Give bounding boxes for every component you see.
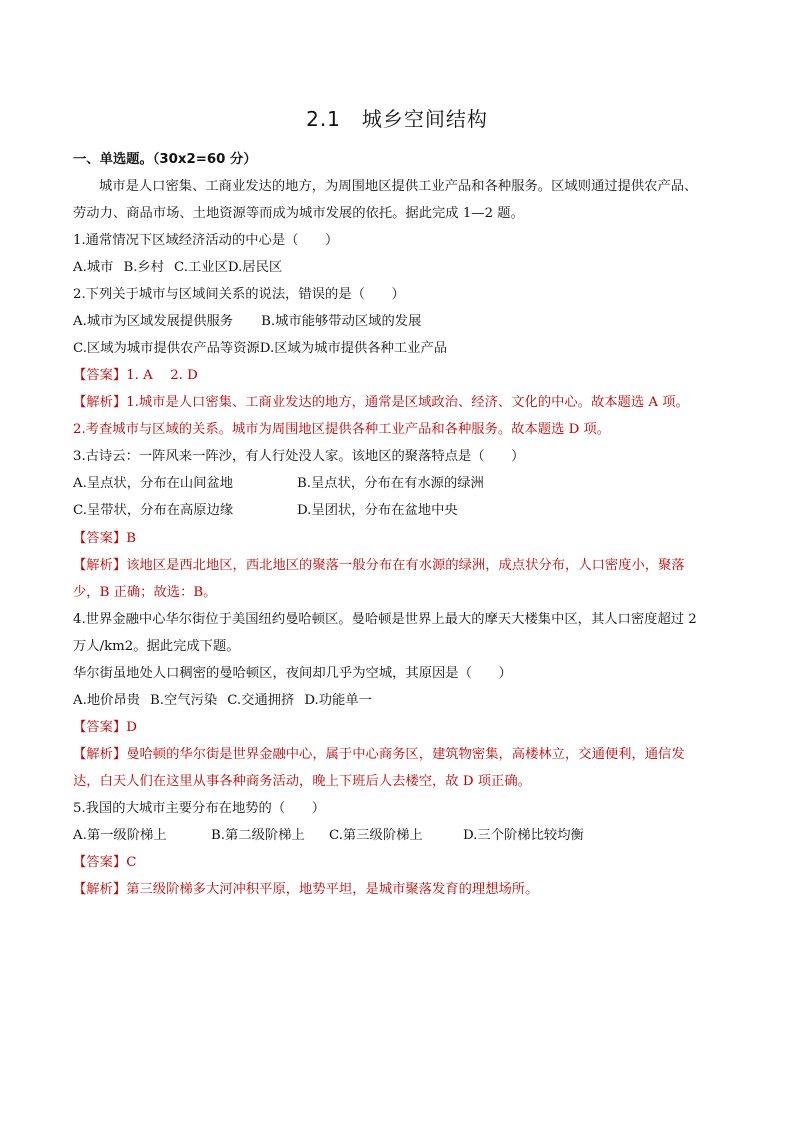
section-heading: 一、单选题。（30x2=60 分） xyxy=(73,152,257,167)
q5-option-d: D.三个阶梯比较均衡 xyxy=(463,828,584,843)
q2-option-a: A.城市为区域发展提供服务 xyxy=(73,314,234,329)
q5-option-c: C.第三级阶梯上 xyxy=(329,828,423,843)
q2-options-cd xyxy=(73,340,447,358)
analysis-tag: 【解析】 xyxy=(73,395,127,410)
q3-analysis-line-2: 少，B 正确；故选：B。 xyxy=(73,585,217,600)
q4-analysis-line-2: 达，白天人们在这里从事各种商务活动，晚上下班后人去楼空，故 D 项正确。 xyxy=(73,774,531,789)
q3-option-b: B.呈点状，分布在有水源的绿洲 xyxy=(297,476,484,491)
q4-option-b: B.空气污染 xyxy=(150,693,218,708)
q1-option-d: D.居民区 xyxy=(227,260,283,275)
answer-tag: 【答案】 xyxy=(73,368,127,383)
analysis-text: 曼哈顿的华尔街是世界金融中心，属于中心商务区，建筑物密集，高楼林立，交通便利，通信发 xyxy=(126,747,685,762)
q2-option-c: C.区域为城市提供农产品等资源 xyxy=(73,341,260,356)
analysis-text: 1.城市是人口密集、工商业发达的地方，通常是区域政治、经济、文化的中心。故本题选 A 项。 xyxy=(126,395,689,410)
answer-text: D xyxy=(126,720,137,735)
answer-tag: 【答案】 xyxy=(73,855,127,870)
q5-analysis-line-1 xyxy=(73,881,538,899)
q2-stem: 2.下列关于城市与区域间关系的说法，错误的是（ ） xyxy=(73,287,405,302)
answer-tag: 【答案】 xyxy=(73,720,127,735)
q12-answer xyxy=(73,367,198,385)
analysis-text: 第三级阶梯多大河冲积平原，地势平坦，是城市聚落发育的理想场所。 xyxy=(126,882,539,897)
analysis-text: 该地区是西北地区，西北地区的聚落一般分布在有水源的绿洲，成点状分布，人口密度小，聚落 xyxy=(126,558,685,573)
q4-intro-line-1: 4.世界金融中心华尔街位于美国纽约曼哈顿区。曼哈顿是世界上最大的摩天大楼集中区，其人口密度超过 2 xyxy=(73,612,697,627)
q5-options xyxy=(73,827,584,845)
q3-answer xyxy=(73,530,136,548)
q3-option-a: A.呈点状，分布在山间盆地 xyxy=(73,476,234,491)
q2-options-ab xyxy=(73,313,421,331)
q4-option-a: A.地价昂贵 xyxy=(73,693,141,708)
intro-line-2: 劳动力、商品市场、土地资源等而成为城市发展的依托。据此完成 1—2 题。 xyxy=(73,206,524,221)
q1-stem: 1.通常情况下区域经济活动的中心是（ ） xyxy=(73,233,339,248)
q3-options-ab xyxy=(73,475,484,493)
q4-intro-line-2: 万人/km2。据此完成下题。 xyxy=(73,639,240,654)
q4-options xyxy=(73,692,372,710)
intro-line-1: 城市是人口密集、工商业发达的地方，为周围地区提供工业产品和各种服务。区域则通过提供农产品、 xyxy=(99,179,698,194)
q5-stem: 5.我国的大城市主要分布在地势的（ ） xyxy=(73,801,326,816)
q4-option-c: C.交通拥挤 xyxy=(227,693,295,708)
q4-option-d: D.功能单一 xyxy=(304,693,372,708)
q4-answer xyxy=(73,719,137,737)
answer-text: 1. A 2. D xyxy=(126,368,198,383)
answer-text: B xyxy=(126,531,136,546)
q5-option-b: B.第二级阶梯上 xyxy=(211,828,305,843)
q12-analysis-line-1 xyxy=(73,394,689,412)
q5-answer xyxy=(73,854,136,872)
q3-analysis-line-1 xyxy=(73,557,685,575)
q3-option-d: D.呈团状，分布在盆地中央 xyxy=(297,503,458,518)
q4-analysis-line-1 xyxy=(73,746,685,764)
analysis-tag: 【解析】 xyxy=(73,747,127,762)
q4-stem: 华尔街虽地处人口稠密的曼哈顿区，夜间却几乎为空城，其原因是（ ） xyxy=(73,666,512,681)
q1-option-b: B.乡村 xyxy=(123,260,165,275)
answer-tag: 【答案】 xyxy=(73,531,127,546)
q5-option-a: A.第一级阶梯上 xyxy=(73,828,167,843)
q12-analysis-line-2: 2.考查城市与区域的关系。城市为周围地区提供各种工业产品和各种服务。故本题选 D 项。 xyxy=(73,422,611,437)
q1-options xyxy=(73,259,282,277)
answer-text: C xyxy=(126,855,137,870)
q2-option-b: B.城市能够带动区域的发展 xyxy=(261,314,422,329)
q3-stem: 3.古诗云：一阵风来一阵沙，有人行处没人家。该地区的聚落特点是（ ） xyxy=(73,449,525,464)
q2-option-d: D.区域为城市提供各种工业产品 xyxy=(259,341,448,356)
q3-options-cd xyxy=(73,502,458,520)
q3-option-c: C.呈带状，分布在高原边缘 xyxy=(73,503,234,518)
page-title: 2.1 城乡空间结构 xyxy=(306,107,488,131)
q1-option-a: A.城市 xyxy=(73,260,114,275)
analysis-tag: 【解析】 xyxy=(73,558,127,573)
q1-option-c: C.工业区 xyxy=(174,260,228,275)
analysis-tag: 【解析】 xyxy=(73,882,127,897)
